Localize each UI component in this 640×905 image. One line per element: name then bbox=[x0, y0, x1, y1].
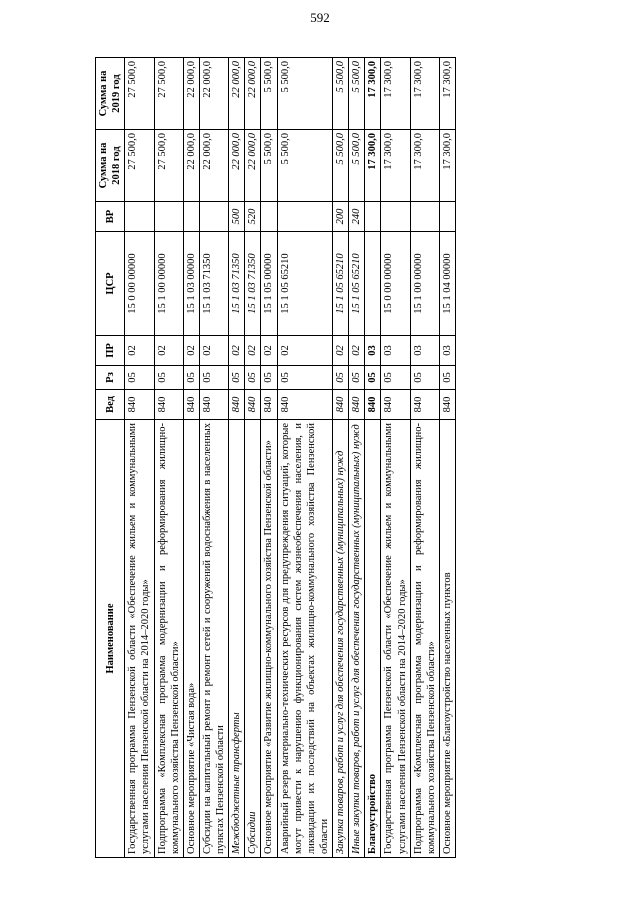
cell-sum-2019: 5 500,0 bbox=[333, 58, 349, 130]
cell-vr: 520 bbox=[245, 202, 261, 232]
table-header-row bbox=[96, 58, 125, 858]
cell-csr: 15 0 00 00000 bbox=[381, 232, 410, 336]
cell-ved: 840 bbox=[410, 390, 439, 420]
cell-rz: 05 bbox=[439, 366, 455, 390]
cell-ved: 840 bbox=[333, 390, 349, 420]
cell-csr: 15 1 03 71350 bbox=[229, 232, 245, 336]
cell-csr: 15 1 00 00000 bbox=[154, 232, 183, 336]
table-row bbox=[199, 58, 228, 858]
cell-rz: 05 bbox=[365, 366, 381, 390]
cell-sum-2019: 5 500,0 bbox=[349, 58, 365, 130]
cell-pr: 02 bbox=[349, 336, 365, 366]
cell-name: Государственная программа Пензенской области «Обеспечение жильем и коммунальными услугами населения Пензенской области на 2014–2020 годы» bbox=[125, 420, 154, 858]
cell-vr bbox=[277, 202, 333, 232]
cell-rz: 05 bbox=[410, 366, 439, 390]
cell-sum-2018: 22 000,0 bbox=[229, 130, 245, 202]
cell-vr bbox=[154, 202, 183, 232]
cell-sum-2019: 22 000,0 bbox=[229, 58, 245, 130]
cell-vr: 240 bbox=[349, 202, 365, 232]
cell-sum-2019: 27 500,0 bbox=[125, 58, 154, 130]
header-ved: Вед bbox=[96, 390, 125, 420]
cell-ved: 840 bbox=[365, 390, 381, 420]
cell-name: Субсидии bbox=[245, 420, 261, 858]
cell-vr bbox=[261, 202, 277, 232]
cell-ved: 840 bbox=[381, 390, 410, 420]
cell-sum-2018: 17 300,0 bbox=[381, 130, 410, 202]
cell-sum-2019: 27 500,0 bbox=[154, 58, 183, 130]
cell-rz: 05 bbox=[277, 366, 333, 390]
cell-sum-2019: 17 300,0 bbox=[410, 58, 439, 130]
cell-csr: 15 1 00 00000 bbox=[410, 232, 439, 336]
cell-rz: 05 bbox=[349, 366, 365, 390]
cell-sum-2019: 17 300,0 bbox=[365, 58, 381, 130]
cell-name: Подпрограмма «Комплексная программа модернизации и реформирования жилищно-коммунального хозяйства Пензенской области» bbox=[410, 420, 439, 858]
cell-pr: 02 bbox=[183, 336, 199, 366]
cell-vr bbox=[125, 202, 154, 232]
cell-pr: 03 bbox=[365, 336, 381, 366]
cell-name: Основное мероприятие «Развитие жилищно-коммунального хозяйства Пензенской области» bbox=[261, 420, 277, 858]
cell-vr: 200 bbox=[333, 202, 349, 232]
cell-ved: 840 bbox=[439, 390, 455, 420]
cell-name: Иные закупки товаров, работ и услуг для обеспечения государственных (муниципальных) нужд bbox=[349, 420, 365, 858]
cell-rz: 05 bbox=[333, 366, 349, 390]
cell-ved: 840 bbox=[277, 390, 333, 420]
budget-table bbox=[95, 57, 456, 858]
table-row bbox=[365, 58, 381, 858]
cell-csr: 15 1 05 65210 bbox=[349, 232, 365, 336]
table-row bbox=[261, 58, 277, 858]
cell-rz: 05 bbox=[125, 366, 154, 390]
cell-pr: 02 bbox=[245, 336, 261, 366]
rotated-table-wrapper bbox=[95, 58, 575, 858]
cell-sum-2018: 17 300,0 bbox=[410, 130, 439, 202]
cell-vr: 500 bbox=[229, 202, 245, 232]
cell-pr: 02 bbox=[277, 336, 333, 366]
table-row bbox=[381, 58, 410, 858]
cell-vr bbox=[199, 202, 228, 232]
table-row bbox=[183, 58, 199, 858]
cell-sum-2018: 5 500,0 bbox=[333, 130, 349, 202]
cell-name: Подпрограмма «Комплексная программа модернизации и реформирования жилищно-коммунального хозяйства Пензенской области» bbox=[154, 420, 183, 858]
cell-rz: 05 bbox=[381, 366, 410, 390]
cell-name: Основное мероприятие «Чистая вода» bbox=[183, 420, 199, 858]
cell-csr: 15 1 05 65210 bbox=[333, 232, 349, 336]
cell-sum-2018: 27 500,0 bbox=[154, 130, 183, 202]
cell-name: Основное мероприятие «Благоустройство населенных пунктов bbox=[439, 420, 455, 858]
cell-sum-2018: 17 300,0 bbox=[365, 130, 381, 202]
table-row bbox=[229, 58, 245, 858]
cell-sum-2018: 5 500,0 bbox=[277, 130, 333, 202]
cell-vr bbox=[183, 202, 199, 232]
header-pr: ПР bbox=[96, 336, 125, 366]
cell-csr: 15 1 04 00000 bbox=[439, 232, 455, 336]
table-row bbox=[349, 58, 365, 858]
cell-sum-2019: 22 000,0 bbox=[183, 58, 199, 130]
cell-rz: 05 bbox=[183, 366, 199, 390]
cell-csr: 15 1 05 65210 bbox=[277, 232, 333, 336]
cell-pr: 02 bbox=[333, 336, 349, 366]
cell-ved: 840 bbox=[154, 390, 183, 420]
cell-rz: 05 bbox=[261, 366, 277, 390]
header-sum-2018: Сумма на 2018 год bbox=[96, 130, 125, 202]
cell-rz: 05 bbox=[199, 366, 228, 390]
cell-sum-2019: 17 300,0 bbox=[381, 58, 410, 130]
cell-rz: 05 bbox=[229, 366, 245, 390]
cell-csr: 15 1 05 00000 bbox=[261, 232, 277, 336]
cell-rz: 05 bbox=[154, 366, 183, 390]
cell-csr: 15 1 03 00000 bbox=[183, 232, 199, 336]
cell-sum-2019: 22 000,0 bbox=[199, 58, 228, 130]
cell-pr: 03 bbox=[410, 336, 439, 366]
cell-vr bbox=[365, 202, 381, 232]
cell-pr: 02 bbox=[125, 336, 154, 366]
table-row bbox=[125, 58, 154, 858]
cell-csr: 15 1 03 71350 bbox=[245, 232, 261, 336]
cell-sum-2018: 5 500,0 bbox=[261, 130, 277, 202]
cell-pr: 02 bbox=[154, 336, 183, 366]
cell-ved: 840 bbox=[183, 390, 199, 420]
cell-name: Аварийный резерв материально-технических ресурсов для предупреждения ситуаций, которые могут привести к нарушению функционирования систем жизнеобеспечения населения, и ликвидации их последствий на объектах жилищно-коммунального хозяйства Пензенской области bbox=[277, 420, 333, 858]
cell-csr bbox=[365, 232, 381, 336]
cell-csr: 15 1 03 71350 bbox=[199, 232, 228, 336]
cell-sum-2018: 22 000,0 bbox=[199, 130, 228, 202]
header-csr: ЦСР bbox=[96, 232, 125, 336]
header-name: Наименование bbox=[96, 420, 125, 858]
cell-pr: 02 bbox=[199, 336, 228, 366]
table-row bbox=[245, 58, 261, 858]
cell-pr: 03 bbox=[381, 336, 410, 366]
cell-ved: 840 bbox=[349, 390, 365, 420]
cell-name: Закупка товаров, работ и услуг для обеспечения государственных (муниципальных) нужд bbox=[333, 420, 349, 858]
cell-ved: 840 bbox=[199, 390, 228, 420]
table-row bbox=[277, 58, 333, 858]
cell-name: Благоустройство bbox=[365, 420, 381, 858]
cell-sum-2018: 17 300,0 bbox=[439, 130, 455, 202]
cell-sum-2018: 22 000,0 bbox=[183, 130, 199, 202]
header-sum-2019: Сумма на 2019 год bbox=[96, 58, 125, 130]
cell-ved: 840 bbox=[261, 390, 277, 420]
cell-sum-2019: 5 500,0 bbox=[277, 58, 333, 130]
cell-ved: 840 bbox=[245, 390, 261, 420]
cell-sum-2018: 5 500,0 bbox=[349, 130, 365, 202]
cell-ved: 840 bbox=[125, 390, 154, 420]
header-rz: Рз bbox=[96, 366, 125, 390]
cell-ved: 840 bbox=[229, 390, 245, 420]
cell-name: Межбюджетные трансферты bbox=[229, 420, 245, 858]
cell-vr bbox=[410, 202, 439, 232]
page-number: 592 bbox=[310, 10, 330, 25]
table-row bbox=[333, 58, 349, 858]
cell-name: Субсидии на капитальный ремонт и ремонт сетей и сооружений водоснабжения в населенных пунктах Пензенской области bbox=[199, 420, 228, 858]
header-vr: ВР bbox=[96, 202, 125, 232]
cell-rz: 05 bbox=[245, 366, 261, 390]
cell-pr: 03 bbox=[439, 336, 455, 366]
cell-sum-2019: 5 500,0 bbox=[261, 58, 277, 130]
cell-vr bbox=[381, 202, 410, 232]
cell-csr: 15 0 00 00000 bbox=[125, 232, 154, 336]
cell-sum-2018: 22 000,0 bbox=[245, 130, 261, 202]
cell-name: Государственная программа Пензенской области «Обеспечение жильем и коммунальными услугами населения Пензенской области на 2014–2020 годы» bbox=[381, 420, 410, 858]
cell-sum-2018: 27 500,0 bbox=[125, 130, 154, 202]
cell-pr: 02 bbox=[261, 336, 277, 366]
cell-sum-2019: 22 000,0 bbox=[245, 58, 261, 130]
table-row bbox=[154, 58, 183, 858]
cell-pr: 02 bbox=[229, 336, 245, 366]
cell-sum-2019: 17 300,0 bbox=[439, 58, 455, 130]
table-row bbox=[439, 58, 455, 858]
table-row bbox=[410, 58, 439, 858]
cell-vr bbox=[439, 202, 455, 232]
